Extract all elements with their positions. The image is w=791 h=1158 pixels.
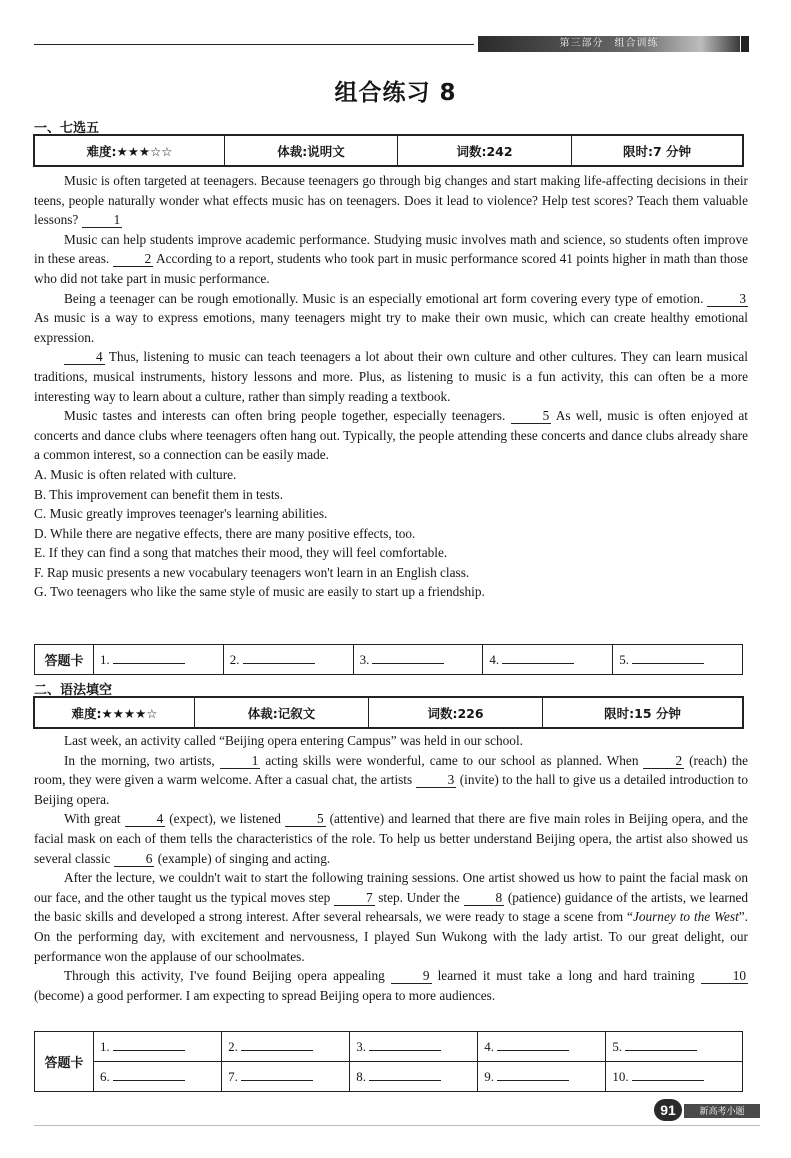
section1-heading: 一、七选五 <box>34 121 100 136</box>
answer-line[interactable] <box>241 1068 313 1081</box>
blank: 5 <box>285 811 326 827</box>
header-rule <box>34 44 474 45</box>
blank: 7 <box>334 890 375 906</box>
answer-line[interactable] <box>243 651 315 664</box>
answer-cell: 7. <box>222 1062 350 1092</box>
option-d: D. While there are negative effects, there are many positive effects, too. <box>34 525 416 541</box>
header-corner-ornament <box>741 36 749 52</box>
section1-info-table <box>34 135 743 166</box>
footer-badge: 新高考小题 <box>684 1104 760 1118</box>
difficulty-cell: 难度:★★★☆☆ <box>35 136 225 166</box>
blank: 8 <box>464 890 505 906</box>
blank: 2 <box>643 753 684 769</box>
section2-heading: 二、语法填空 <box>34 683 113 698</box>
answer-cell: 6. <box>94 1062 222 1092</box>
genre-cell: 体裁:记叙文 <box>195 698 369 728</box>
section1-passage <box>34 171 748 602</box>
option-b: B. This improvement can benefit them in tests. <box>34 486 284 502</box>
answer-line[interactable] <box>241 1038 313 1051</box>
option-c: C. Music greatly improves teenager's learning abilities. <box>34 506 328 522</box>
section2-passage <box>34 731 748 1005</box>
time-limit-cell: 限时:7 分钟 <box>572 136 743 166</box>
answer-cell: 10. <box>606 1062 743 1092</box>
blank: 3 <box>707 291 748 307</box>
paragraph: Through this activity, I've found Beijing opera appealing 9 learned it must take a long and hard training 10 (become) a good performer. I am expecting to spread Beijing opera to more audiences. <box>34 968 746 1003</box>
page-number: 91 <box>654 1099 682 1121</box>
blank: 2 <box>113 251 154 267</box>
paragraph: Being a teenager can be rough emotionally. Music is an especially emotional art form covering every type of emotion. 3 As music is a way to express emotions, many teenagers might try to make their own music, which can create healthy emotional expression. <box>34 290 748 345</box>
genre-cell: 体裁:说明文 <box>225 136 398 166</box>
answer-cell: 1. <box>94 645 224 675</box>
answer-line[interactable] <box>625 1038 697 1051</box>
paragraph: In the morning, two artists, 1 acting skills were wonderful, came to our school as planned. When 2 (reach) the room, they were given a warm welcome. After a casual chat, the artists 3 (invite) to the hall to give us a detailed introduction to Beijing opera. <box>34 752 749 807</box>
answer-cell: 2. <box>222 1032 350 1062</box>
answer-line[interactable] <box>113 651 185 664</box>
answer-line[interactable] <box>497 1038 569 1051</box>
paragraph: Music can help students improve academic performance. Studying music involves math and science, so students often improve in these areas. 2 According to a report, students who took part in music performance scored 41 points higher in math than those who did not take part in music performance. <box>34 231 748 286</box>
answer-line[interactable] <box>369 1068 441 1081</box>
answer-cell: 1. <box>94 1032 222 1062</box>
option-e: E. If they can find a song that matches their mood, they will feel comfortable. <box>34 545 448 561</box>
time-limit-cell: 限时:15 分钟 <box>543 698 743 728</box>
section2-info-table <box>34 697 743 728</box>
answer-line[interactable] <box>632 651 704 664</box>
answer-cell: 5. <box>613 645 743 675</box>
difficulty-cell: 难度:★★★★☆ <box>35 698 195 728</box>
answer-cell: 2. <box>223 645 353 675</box>
answer-line[interactable] <box>369 1038 441 1051</box>
answer-card-label: 答题卡 <box>35 645 94 675</box>
answer-cell: 4. <box>478 1032 606 1062</box>
answer-line[interactable] <box>113 1038 185 1051</box>
page-title: 组合练习 8 <box>334 80 457 106</box>
section1-answer-card <box>34 644 743 675</box>
answer-line[interactable] <box>113 1068 185 1081</box>
blank: 1 <box>220 753 261 769</box>
option-f: F. Rap music presents a new vocabulary teenagers won't learn in an English class. <box>34 564 470 580</box>
paragraph: 4 Thus, listening to music can teach teenagers a lot about their own culture and other cultures. They can learn musical traditions, musical instruments, history lessons and more. Plus, as listening to music is a fun activity, this can often be a more interesting way to learn about a culture, rather than simply reading a textbook. <box>34 349 748 404</box>
answer-line[interactable] <box>372 651 444 664</box>
blank: 5 <box>511 408 552 424</box>
blank: 4 <box>64 349 105 365</box>
answer-cell: 3. <box>353 645 483 675</box>
footer-rule <box>34 1125 760 1126</box>
blank: 9 <box>391 968 432 984</box>
answer-cell: 5. <box>606 1032 743 1062</box>
paragraph: With great 4 (expect), we listened 5 (attentive) and learned that there are five main roles in Beijing opera, and the facial mask on each of them tells the characteristics of the role. To help us better understand Beijing opera, the artist also showed us several classic 6 (example) of singing and acting. <box>34 811 749 866</box>
header-bar: 第三部分 组合训练 <box>478 36 740 52</box>
answer-line[interactable] <box>502 651 574 664</box>
paragraph: Last week, an activity called “Beijing opera entering Campus” was held in our school. <box>64 733 523 748</box>
answer-cell: 3. <box>350 1032 478 1062</box>
answer-card-label: 答题卡 <box>35 1032 94 1092</box>
blank: 1 <box>82 212 123 228</box>
book-title: Journey to the West <box>632 909 739 925</box>
paragraph: After the lecture, we couldn't wait to start the following training sessions. One artist showed us how to paint the facial mask on our face, and the other taught us the typical moves step 7 step. Under the 8 (patience) guidance of the artists, we learned the basic skills and developed a strong interest. After several rehearsals, we were ready to stage a scene from “Journey to the West”. On the performing day, with excitement and nervousness, I played Sun Wukong with the lady artist. To our great delight, our performance won the applause of our schoolmates. <box>34 870 749 964</box>
word-count-cell: 词数:242 <box>398 136 572 166</box>
paragraph: Music is often targeted at teenagers. Because teenagers go through big changes and start making life-affecting decisions in their teens, people naturally wonder what effects music has on teenagers. Does it lead to violence? Help test scores? Teach them valuable lessons? 1 <box>34 173 748 228</box>
answer-cell: 4. <box>483 645 613 675</box>
paragraph: Music tastes and interests can often bring people together, especially teenagers. 5 As well, music is often enjoyed at concerts and dance clubs where teenagers often hang out. Typically, the people attending these concerts and dance clubs already share a common interest, so a connection can be easily made. <box>34 408 748 463</box>
blank: 6 <box>114 851 155 867</box>
section2-answer-card <box>34 1031 743 1092</box>
answer-line[interactable] <box>497 1068 569 1081</box>
blank: 4 <box>125 811 166 827</box>
answer-cell: 9. <box>478 1062 606 1092</box>
blank: 10 <box>701 968 748 984</box>
blank: 3 <box>416 772 457 788</box>
answer-line[interactable] <box>632 1068 704 1081</box>
word-count-cell: 词数:226 <box>369 698 543 728</box>
answer-cell: 8. <box>350 1062 478 1092</box>
option-g: G. Two teenagers who like the same style of music are easily to start up a friendship. <box>34 584 485 600</box>
option-a: A. Music is often related with culture. <box>34 466 237 482</box>
